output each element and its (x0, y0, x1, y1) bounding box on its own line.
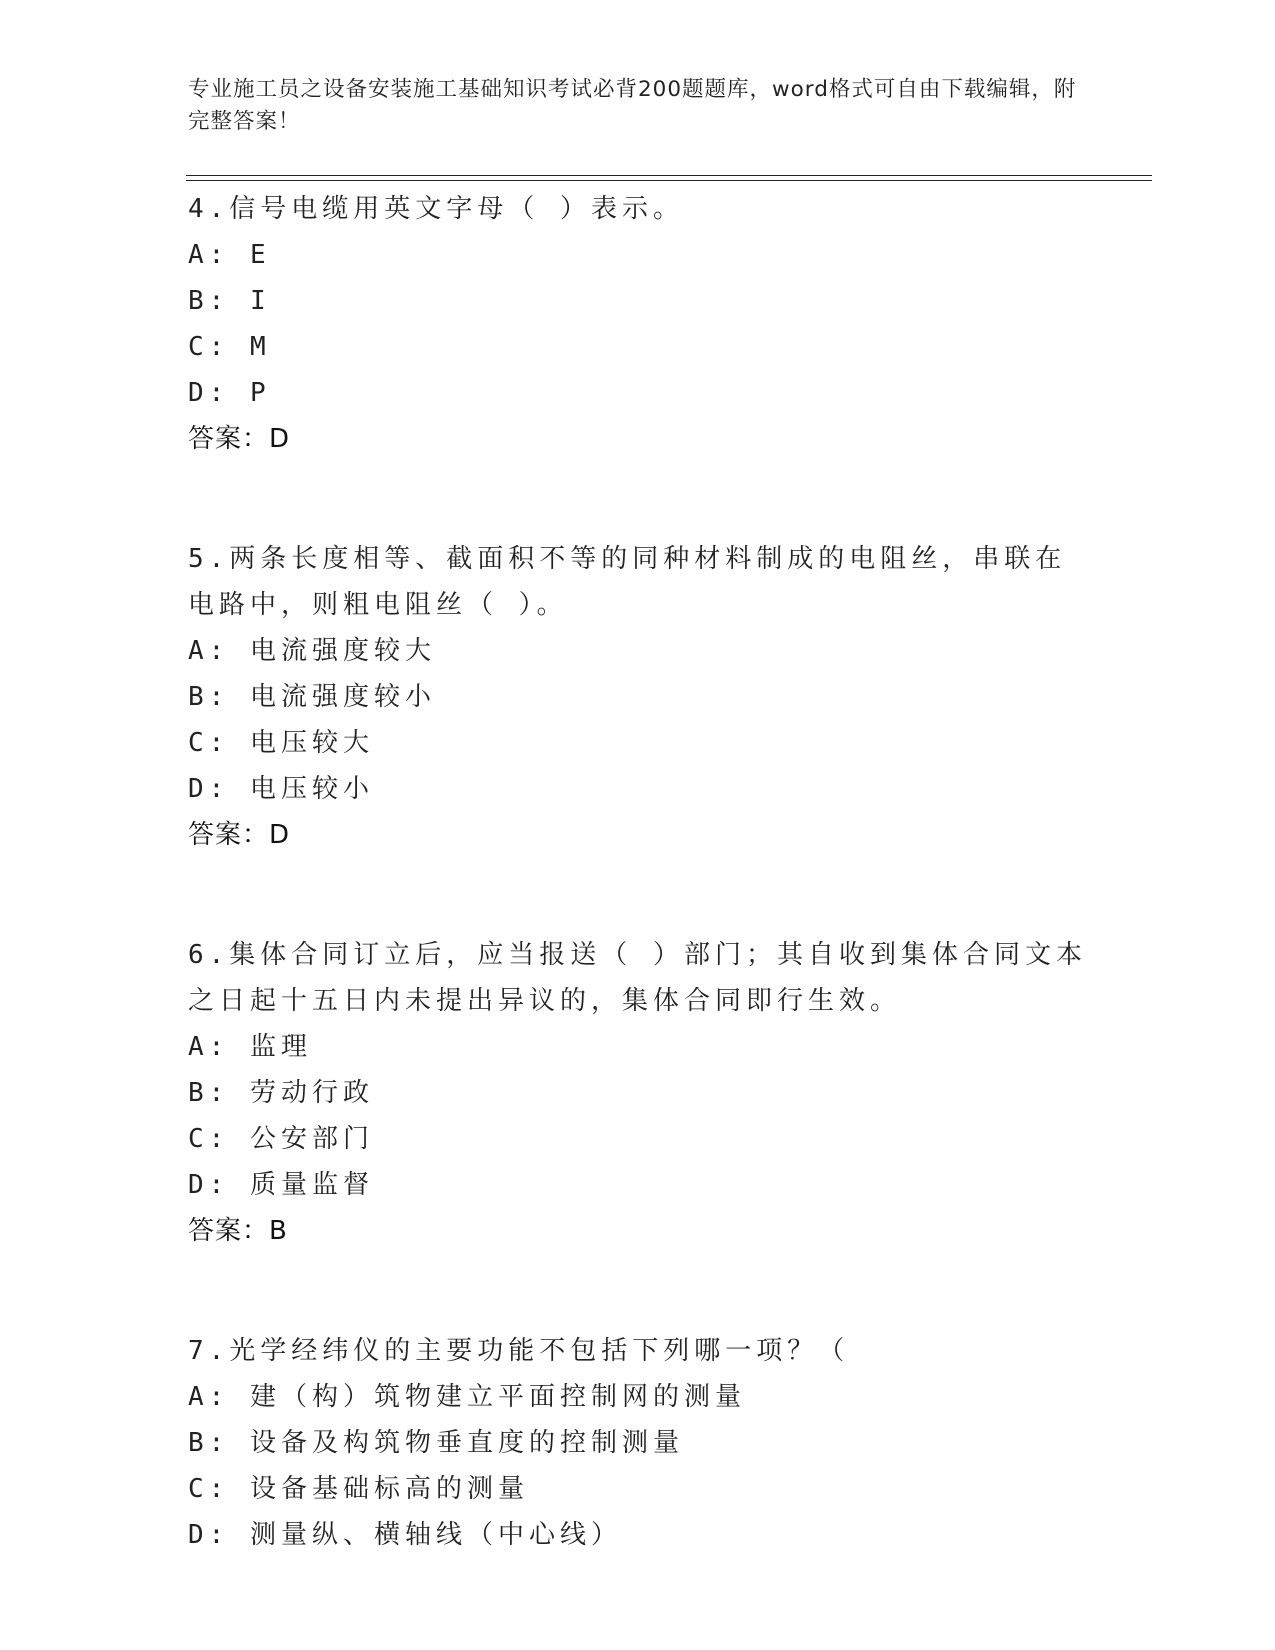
option-b: B: 劳动行政 (188, 1078, 374, 1108)
header-divider-thick (186, 175, 1152, 176)
option-d: D: 电压较小 (188, 774, 374, 804)
question-stem: 4.信号电缆用英文字母（ ）表示。 (188, 194, 684, 224)
spacer (188, 1254, 1088, 1328)
question-7 (188, 1328, 1088, 1558)
option-c: C: 设备基础标高的测量 (188, 1474, 529, 1504)
option-a: A: 电流强度较大 (188, 636, 436, 666)
option-d: D: P (188, 378, 271, 408)
question-stem: 6.集体合同订立后，应当报送（ ）部门；其自收到集体合同文本之日起十五日内未提出异议的，集体合同即行生效。 (188, 940, 1087, 1016)
answer: 答案：B (188, 1216, 288, 1246)
question-4 (188, 186, 1088, 462)
option-c: C: 电压较大 (188, 728, 374, 758)
answer: 答案：D (188, 820, 291, 850)
option-c: C: M (188, 332, 271, 362)
question-6 (188, 932, 1088, 1254)
header-divider-thin (186, 180, 1152, 181)
option-b: B: 设备及构筑物垂直度的控制测量 (188, 1428, 684, 1458)
option-c: C: 公安部门 (188, 1124, 374, 1154)
option-d: D: 测量纵、横轴线（中心线） (188, 1520, 622, 1550)
spacer (188, 462, 1088, 536)
option-a: A: 监理 (188, 1032, 312, 1062)
option-a: A: 建（构）筑物建立平面控制网的测量 (188, 1382, 746, 1412)
question-stem: 5.两条长度相等、截面积不等的同种材料制成的电阻丝，串联在电路中，则粗电阻丝（ ）。 (188, 544, 1067, 620)
document-header: 专业施工员之设备安装施工基础知识考试必背200题题库，word格式可自由下载编辑，附完整答案！ (188, 77, 1077, 134)
option-b: B: 电流强度较小 (188, 682, 436, 712)
question-5 (188, 536, 1088, 858)
answer: 答案：D (188, 424, 291, 454)
question-stem: 7.光学经纬仪的主要功能不包括下列哪一项？（ (188, 1336, 850, 1366)
option-a: A: E (188, 240, 271, 270)
option-b: B: I (188, 286, 271, 316)
question-list (188, 186, 1088, 1558)
spacer (188, 858, 1088, 932)
option-d: D: 质量监督 (188, 1170, 374, 1200)
